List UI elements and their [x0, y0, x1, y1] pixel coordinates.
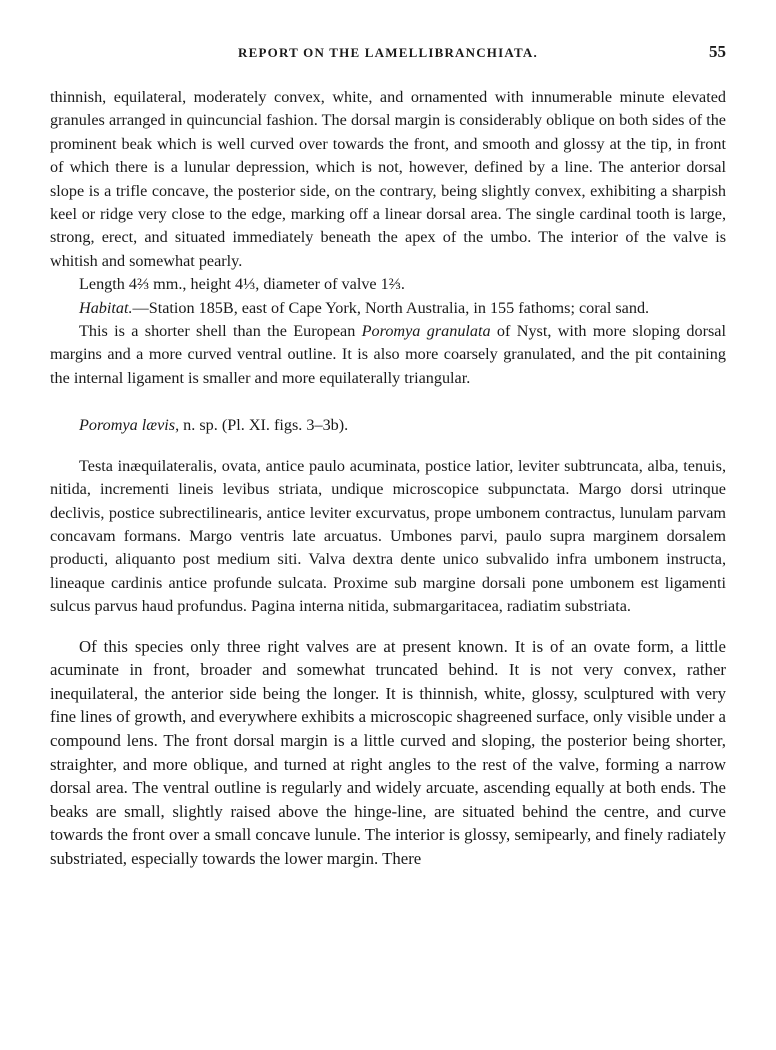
comparison-species: Poromya granulata	[361, 322, 491, 341]
comparison-text-2: of Nyst, with more sloping dorsal margins and a more curved ventral outline. It is also more coarsely granulated, and the pit containing the internal ligament is smaller and more equilaterally triangular.	[50, 322, 726, 387]
paragraph-habitat	[50, 297, 726, 320]
habitat-text: —Station 185B, east of Cape York, North Australia, in 155 fathoms; coral sand.	[132, 298, 650, 317]
species-name: Poromya lævis	[79, 416, 176, 435]
habitat-label: Habitat.	[79, 298, 133, 317]
comparison-text-1: This is a shorter shell than the European	[79, 322, 362, 341]
species-heading	[79, 414, 726, 437]
paragraph-dimensions: Length 4⅔ mm., height 4⅓, diameter of valve 1⅔.	[79, 275, 405, 294]
species-heading-rest: , n. sp. (Pl. XI. figs. 3–3b).	[175, 416, 349, 435]
paragraph-species-description: Of this species only three right valves are at present known. It is of an ovate form, a little acuminate in front, broader and somewhat truncated behind. It is not very convex, rather inequilateral, the anterior side being the longer. It is thinnish, white, glossy, sculptured with very fine lines of growth, and everywhere exhibits a microscopic shagreened surface, only visible under a compound lens. The front dorsal margin is a little curved and sloping, the posterior being shorter, straighter, and more oblique, and turned at right angles to the rest of the valve, forming a narrow dorsal area. The ventral outline is regularly and widely arcuate, ascending equally at both ends. The beaks are small, slightly raised above the hinge-line, are situated behind the centre, and curve towards the front over a small concave lunule. The interior is glossy, semipearly, and finely radiately substriated, especially towards the lower margin. There	[50, 636, 726, 868]
paragraph-comparison	[50, 320, 726, 390]
page-header	[50, 38, 726, 68]
page	[50, 38, 726, 870]
paragraph-latin-diagnosis: Testa inæquilateralis, ovata, antice paulo acuminata, postice latior, leviter subtruncata, alba, tenuis, nitida, incrementi lineis levibus striata, undique microscopice subpunctata. Margo dorsi utrinque declivis, postice subrectilinearis, antice leviter excurvatus, prope umbonem contractus, lunulam parvam concavam formans. Margo ventris late arcuatus. Umbones parvi, paulo supra marginem dorsalem producti, aliquanto post medium siti. Valva dextra dente unico subvalido infra umbonem instructa, lineaque cardinis antice profunde sulcata. Proxime sub margine dorsali pone umbonem est ligamenti sulcus parvus haud profundus. Pagina interna nitida, submargaritacea, radiatim substriata.	[50, 456, 726, 616]
running-head: REPORT ON THE LAMELLIBRANCHIATA.	[238, 45, 538, 60]
page-number: 55	[709, 42, 726, 61]
paragraph-shell-description: thinnish, equilateral, moderately convex, white, and ornamented with innumerable minute elevated granules arranged in quincuncial fashion. The dorsal margin is considerably oblique on both sides of the prominent beak which is well curved over towards the front, and smooth and glossy at the tip, in front of which there is a lunular depression, which is not, however, defined by a line. The anterior dorsal slope is a trifle concave, the posterior side, on the contrary, being slightly convex, exhibiting a sharpish keel or ridge very close to the edge, marking off a linear dorsal area. The single cardinal tooth is large, strong, erect, and situated immediately beneath the apex of the umbo. The interior of the valve is whitish and somewhat pearly.	[50, 88, 726, 270]
